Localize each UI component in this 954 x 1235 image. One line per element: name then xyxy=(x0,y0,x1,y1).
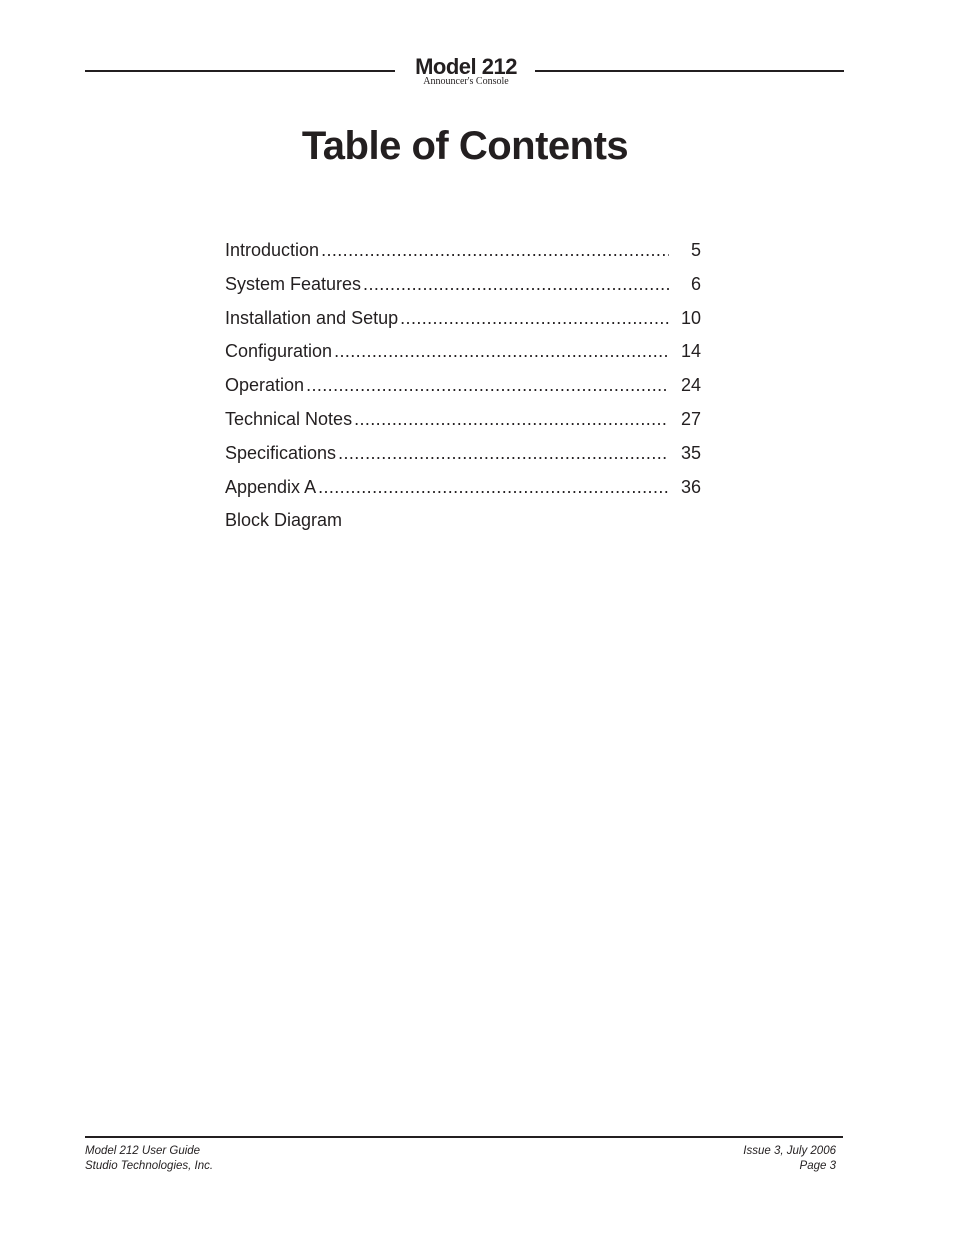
toc-label: Operation xyxy=(225,375,305,396)
toc-leader-dots xyxy=(400,308,669,329)
footer-issue: Issue 3, July 2006 xyxy=(743,1145,836,1157)
toc-entry-system-features[interactable] xyxy=(225,274,701,308)
toc-entry-technical-notes[interactable] xyxy=(225,409,701,443)
toc-leader-dots xyxy=(318,477,669,498)
toc-leader-dots xyxy=(334,341,669,362)
toc-page-number: 36 xyxy=(680,476,701,497)
footer-company: Studio Technologies, Inc. xyxy=(85,1160,214,1172)
page-title: Table of Contents xyxy=(301,124,629,168)
toc-entry-operation[interactable] xyxy=(225,375,701,409)
logo-title: Model 212 xyxy=(415,54,517,79)
toc-label: Block Diagram xyxy=(225,510,343,531)
toc-leader-dots xyxy=(354,409,669,430)
toc-label: Installation and Setup xyxy=(225,307,399,328)
toc-page-number: 5 xyxy=(690,240,701,260)
toc-entry-configuration[interactable] xyxy=(225,341,701,375)
footer-right xyxy=(743,1144,836,1174)
toc-entry-block-diagram[interactable] xyxy=(225,510,701,544)
footer-guide-title: Model 212 User Guide xyxy=(85,1145,201,1157)
toc-entry-introduction[interactable] xyxy=(225,240,701,274)
toc-leader-dots xyxy=(306,375,669,396)
toc-leader-dots xyxy=(363,274,669,295)
toc-page-number: 6 xyxy=(690,273,701,294)
toc-label: Introduction xyxy=(225,240,320,260)
toc-label: System Features xyxy=(225,273,362,294)
toc-entry-installation-and-setup[interactable] xyxy=(225,308,701,342)
header-rule-left xyxy=(85,70,395,72)
toc-page-number: 14 xyxy=(680,341,701,362)
toc-page-number: 27 xyxy=(680,408,701,429)
header-rule-right xyxy=(535,70,844,72)
toc-page-number: 24 xyxy=(680,375,701,396)
toc-page-number: 35 xyxy=(680,442,701,463)
toc-label: Technical Notes xyxy=(225,408,353,429)
toc-entry-appendix-a[interactable] xyxy=(225,477,701,511)
toc-label: Appendix A xyxy=(225,476,317,497)
footer-rule xyxy=(85,1136,843,1138)
model-212-logo xyxy=(396,55,536,87)
toc-label: Specifications xyxy=(225,442,337,463)
toc-leader-dots xyxy=(338,443,669,464)
table-of-contents xyxy=(225,240,701,544)
logo-subtitle: Announcer's Console xyxy=(423,76,509,87)
toc-entry-specifications[interactable] xyxy=(225,443,701,477)
toc-label: Configuration xyxy=(225,341,333,362)
toc-leader-dots xyxy=(321,240,669,261)
toc-page-number: 10 xyxy=(680,307,701,328)
footer-left xyxy=(85,1144,213,1174)
footer-page-number: Page 3 xyxy=(799,1160,836,1172)
